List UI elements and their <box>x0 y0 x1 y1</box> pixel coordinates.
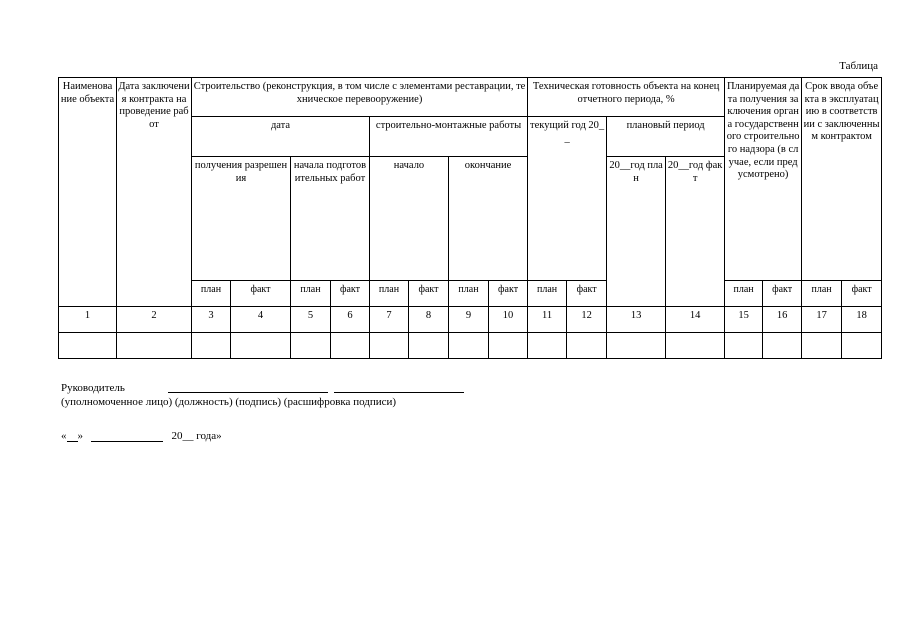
header-plan: план <box>725 281 763 307</box>
empty-cell[interactable] <box>802 333 842 359</box>
header-supervision: Планируемая дата получения заключения органа государственного строительного надзора (в случае, если предусмотрено) <box>725 78 802 281</box>
column-number: 4 <box>231 307 291 333</box>
empty-cell[interactable] <box>331 333 370 359</box>
table-caption: Таблица <box>839 60 878 72</box>
header-fact: факт <box>231 281 291 307</box>
header-end: окончание <box>449 157 528 281</box>
column-number: 17 <box>802 307 842 333</box>
empty-cell[interactable] <box>763 333 802 359</box>
date-year: 20__ года» <box>171 430 222 442</box>
column-number: 10 <box>489 307 528 333</box>
column-number: 11 <box>528 307 567 333</box>
header-fact: факт <box>842 281 882 307</box>
header-fact: факт <box>489 281 528 307</box>
header-planned-period: плановый период <box>607 117 725 157</box>
column-number: 18 <box>842 307 882 333</box>
column-number: 13 <box>607 307 666 333</box>
report-table <box>58 77 882 359</box>
header-permit: получения разрешения <box>192 157 291 281</box>
header-plan: план <box>528 281 567 307</box>
header-year-plan: 20__год план <box>607 157 666 307</box>
header-dates: дата <box>192 117 370 157</box>
column-number: 1 <box>59 307 117 333</box>
empty-cell[interactable] <box>449 333 489 359</box>
column-number: 14 <box>666 307 725 333</box>
column-number: 2 <box>117 307 192 333</box>
date-line <box>61 430 222 442</box>
signature-label: Руководитель <box>61 382 125 394</box>
header-plan: план <box>802 281 842 307</box>
header-plan: план <box>192 281 231 307</box>
column-number: 9 <box>449 307 489 333</box>
signature-line <box>334 392 464 393</box>
column-number: 5 <box>291 307 331 333</box>
signature-block <box>61 381 396 409</box>
header-current-year: текущий год 20__ <box>528 117 607 281</box>
signature-caption: (уполномоченное лицо) (должность) (подпись) (расшифровка подписи) <box>61 396 397 408</box>
date-close-quote: » <box>77 430 83 442</box>
column-number: 3 <box>192 307 231 333</box>
column-number: 6 <box>331 307 370 333</box>
header-name: Наименование объекта <box>59 78 117 307</box>
header-fact: факт <box>409 281 449 307</box>
column-number: 16 <box>763 307 802 333</box>
empty-cell[interactable] <box>842 333 882 359</box>
header-contract-date: Дата заключения контракта на проведение работ <box>117 78 192 307</box>
date-open-quote: « <box>61 430 67 442</box>
header-smr: строительно-монтажные работы <box>370 117 528 157</box>
empty-cell[interactable] <box>567 333 607 359</box>
empty-cell[interactable] <box>59 333 117 359</box>
empty-cell[interactable] <box>607 333 666 359</box>
empty-cell[interactable] <box>528 333 567 359</box>
header-plan: план <box>370 281 409 307</box>
column-number: 15 <box>725 307 763 333</box>
header-fact: факт <box>763 281 802 307</box>
header-construction: Строительство (реконструкция, в том числе с элементами реставрации, техническое перевооружение) <box>192 78 528 117</box>
empty-cell[interactable] <box>231 333 291 359</box>
month-blank <box>91 430 163 442</box>
header-commission: Срок ввода объекта в эксплуатацию в соответствии с заключенным контрактом <box>802 78 882 281</box>
empty-cell[interactable] <box>291 333 331 359</box>
column-number: 8 <box>409 307 449 333</box>
position-line <box>168 392 328 393</box>
empty-cell[interactable] <box>725 333 763 359</box>
header-fact: факт <box>331 281 370 307</box>
header-prep-start: начала подготовительных работ <box>291 157 370 281</box>
day-blank <box>67 430 78 442</box>
empty-cell[interactable] <box>117 333 192 359</box>
header-plan: план <box>291 281 331 307</box>
header-fact: факт <box>567 281 607 307</box>
header-plan: план <box>449 281 489 307</box>
header-tech-ready: Техническая готовность объекта на конец отчетного периода, % <box>528 78 725 117</box>
header-year-fact: 20__год факт <box>666 157 725 307</box>
header-start: начало <box>370 157 449 281</box>
empty-cell[interactable] <box>489 333 528 359</box>
empty-cell[interactable] <box>370 333 409 359</box>
empty-cell[interactable] <box>192 333 231 359</box>
table-row <box>59 333 882 359</box>
column-number: 7 <box>370 307 409 333</box>
column-number: 12 <box>567 307 607 333</box>
empty-cell[interactable] <box>409 333 449 359</box>
empty-cell[interactable] <box>666 333 725 359</box>
